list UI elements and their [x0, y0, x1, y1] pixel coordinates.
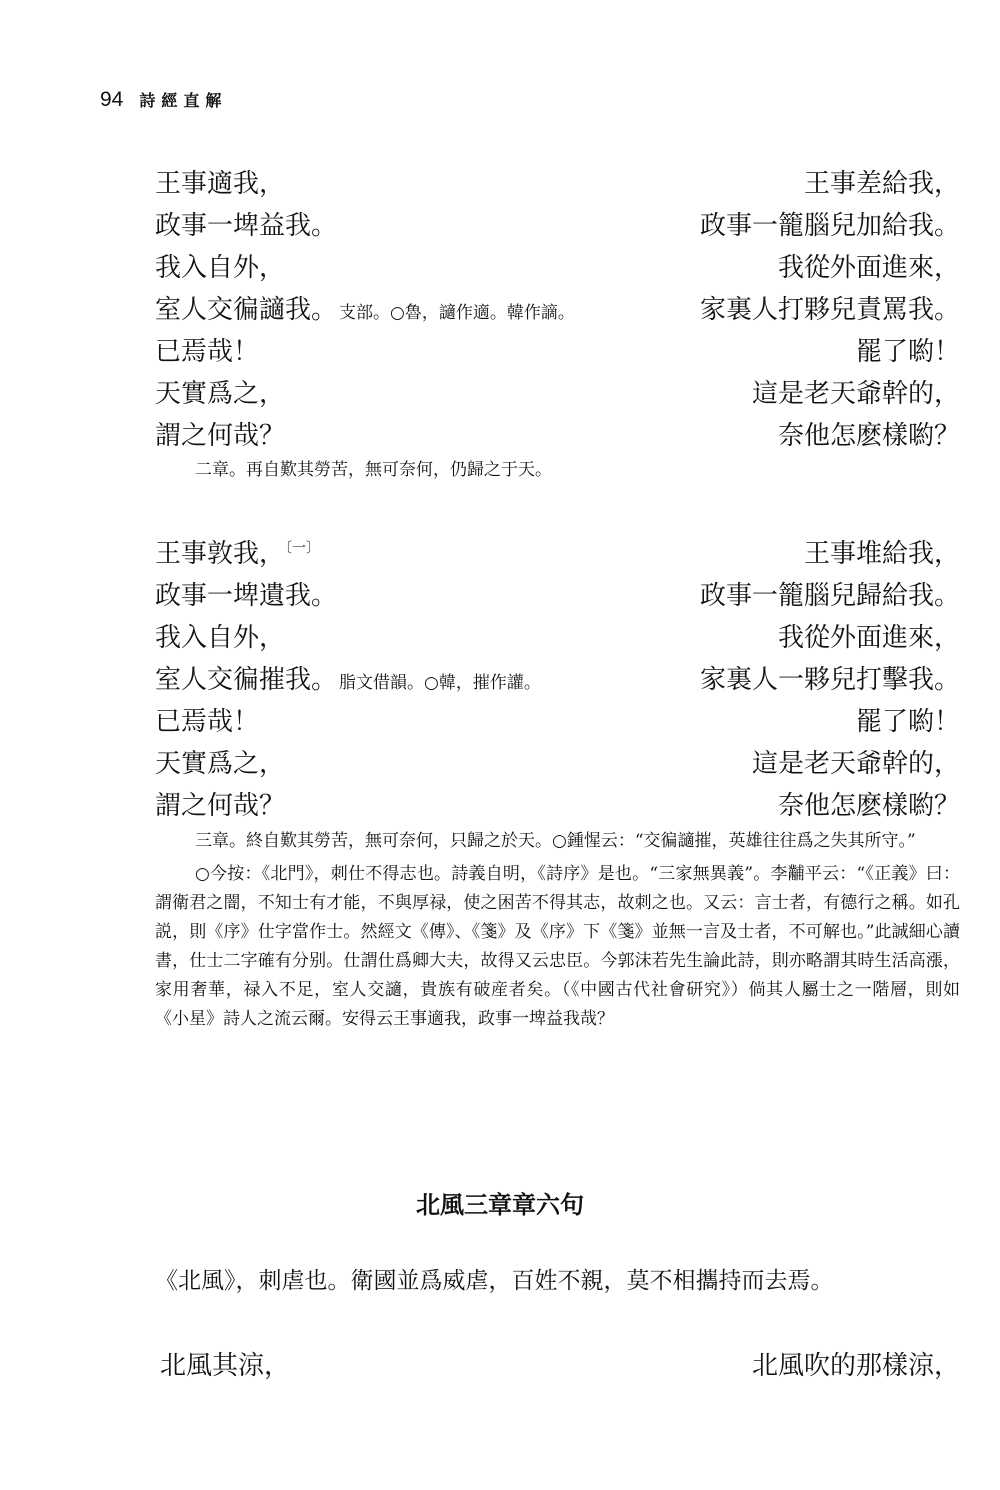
stanza-two: [155, 160, 960, 454]
translation-text: 這是老天爺幹的，: [751, 748, 960, 779]
page-header: [100, 88, 227, 112]
translation-text: 我從外面進來，: [777, 252, 960, 283]
verse-line: [155, 286, 960, 328]
original-text: 已焉哉！: [155, 706, 260, 737]
verse-line: [155, 328, 960, 370]
commentary-block: [155, 827, 960, 1034]
original-text: 政事一埤遺我。: [155, 580, 338, 611]
verse-line: [155, 370, 960, 412]
chapter-comment: 二章。再自歎其勞苦，無可奈何，仍歸之于天。: [195, 460, 552, 480]
verse-line: [160, 1342, 960, 1384]
original-text: 北風其涼，: [160, 1350, 291, 1381]
chapter-comment: 三章。終自歎其勞苦，無可奈何，只歸之於天。○鍾惺云：“交徧讁摧，英雄往往爲之失其所守。”: [195, 831, 916, 851]
translation-text: 家裏人一夥兒打擊我。: [699, 664, 960, 695]
translation-text: 政事一籠腦兒歸給我。: [699, 580, 960, 611]
verse-line: [155, 782, 960, 824]
original-text: 謂之何哉？: [155, 790, 286, 821]
verse-line: [155, 244, 960, 286]
rhyme-note: 支部。○魯，讁作適。韓作謫。: [339, 302, 575, 323]
original-text: 天實爲之，: [155, 378, 286, 409]
translation-text: 北風吹的那樣涼，: [751, 1350, 960, 1381]
original-text: 室人交徧讁我。: [155, 294, 338, 325]
verse-line: [155, 698, 960, 740]
verse-line: [155, 656, 960, 698]
original-text: 已焉哉！: [155, 336, 260, 367]
verse-line: [155, 202, 960, 244]
verse-line: [155, 530, 960, 572]
original-text: 謂之何哉？: [155, 420, 286, 451]
original-text: 我入自外，: [155, 622, 286, 653]
stanza-three: [155, 530, 960, 824]
verse-line: [155, 614, 960, 656]
original-text: 王事敦我，: [155, 538, 286, 569]
translation-text: 我從外面進來，: [777, 622, 960, 653]
translation-text: 王事差給我，: [803, 168, 960, 199]
translation-text: 奈他怎麽樣喲？: [777, 420, 960, 451]
translation-text: 王事堆給我，: [803, 538, 960, 569]
book-title: 詩經直解: [139, 91, 228, 110]
verse-line: [155, 412, 960, 454]
verse-line: [155, 572, 960, 614]
verse-line: [155, 740, 960, 782]
translation-text: 家裏人打夥兒責罵我。: [699, 294, 960, 325]
translation-text: 這是老天爺幹的，: [751, 378, 960, 409]
translation-text: 罷了喲！: [855, 706, 960, 737]
original-text: 室人交徧摧我。: [155, 664, 338, 695]
section-title: 北風三章章六句: [416, 1191, 584, 1219]
translation-text: 政事一籠腦兒加給我。: [699, 210, 960, 241]
stanza-one-beifeng: [160, 1342, 960, 1384]
original-text: 我入自外，: [155, 252, 286, 283]
poem-preface: 《北風》，刺虐也。衛國並爲威虐，百姓不親，莫不相攜持而去焉。: [155, 1268, 834, 1294]
original-text: 天實爲之，: [155, 748, 286, 779]
page-number: 94: [100, 88, 124, 111]
commentary-paragraph: ○今按：《北門》，刺仕不得志也。詩義自明，《詩序》是也。“三家無異義”。李黼平云：“《正義》曰：謂衛君之闇，不知士有才能，不與厚禄，使之困苦不得其志，故刺之也。又云：言士者，有德行之稱。如孔説，則《序》仕字當作士。然經文《傳》、《箋》及《序》下《箋》並無一言及士者，不可解也。”此誠細心讀書，仕士二字確有分别。仕謂仕爲卿大夫，故得又云忠臣。今郭沫若先生論此詩，則亦略謂其時生活高漲，家用奢華，禄入不足，室人交讁，貴族有破産者矣。（《中國古代社會研究》）倘其人屬士之一階層，則如《小星》詩人之流云爾。安得云王事適我，政事一埤益我哉？: [155, 864, 960, 1029]
rhyme-note: 脂文借韻。○韓，摧作讙。: [339, 672, 541, 693]
original-text: 政事一埤益我。: [155, 210, 338, 241]
translation-text: 奈他怎麽樣喲？: [777, 790, 960, 821]
translation-text: 罷了喲！: [855, 336, 960, 367]
original-text: 王事適我，: [155, 168, 286, 199]
verse-line: [155, 160, 960, 202]
footnote-marker: 〔一〕: [285, 539, 321, 556]
